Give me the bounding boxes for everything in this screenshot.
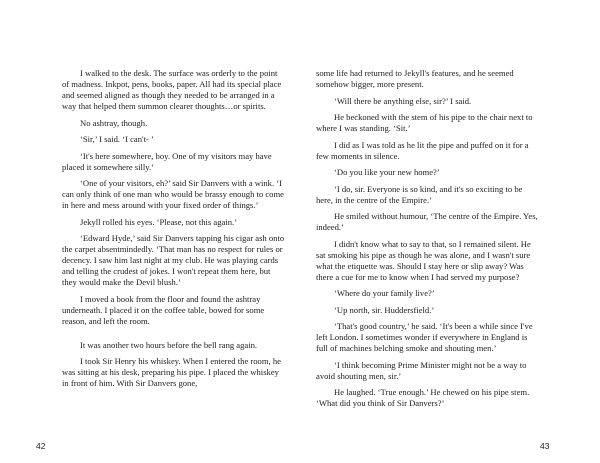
paragraph: ‘It's here somewhere, boy. One of my visitors may have placed it somewhere silly.’ (62, 150, 272, 172)
right-text-column (316, 68, 540, 415)
paragraph: Jekyll rolled his eyes. ‘Please, not this again.’ (80, 216, 238, 227)
paragraph: ‘Will there be anything else, sir?’ I said. (334, 95, 472, 106)
paragraph: I didn't know what to say to that, so I remained silent. He sat smoking his pipe as though he was alone, and I wasn't sure what the etiquette was. Should I stay here or slip away? Was there a cue for me to know when I had served my purpose? (316, 238, 531, 282)
left-text-column (62, 68, 286, 395)
paragraph: He smiled without humour, ‘The centre of the Empire. Yes, indeed.’ (316, 211, 538, 232)
paragraph: ‘Where do your family live?’ (334, 288, 435, 298)
paragraph: I moved a book from the floor and found the ashtray underneath. I placed it on the coffee table, bowed for some reason, and left the room. (62, 293, 265, 326)
paragraph: I did as I was told as he lit the pipe and puffed on it for a few moments in silence. (316, 139, 529, 161)
page-number-right: 43 (540, 441, 550, 451)
paragraph: ‘Edward Hyde,’ said Sir Danvers tapping his cigar ash onto the carpet absentmindedly. ‘That man has no respect for rules or decency. I saw him last night at my club. He was playing cards and telling the crudest of jokes. I won't repeat them here, but they would make the Devil blush.’ (62, 233, 285, 287)
paragraph: I took Sir Henry his whiskey. When I entered the room, he was sitting at his desk, preparing his pipe. I placed the whiskey in front of him. With Sir Danvers gone, (62, 356, 281, 388)
paragraph: ‘I think becoming Prime Minister might not be a way to avoid shouting men, sir.’ (316, 359, 527, 381)
paragraph: ‘One of your visitors, eh?’ said Sir Danvers with a wink. ‘I can only think of one man who would be brassy enough to come in here and mess around with your fixed order of things.’ (62, 178, 284, 210)
paragraph: ‘I do, sir. Everyone is so kind, and it's so exciting to be here, in the centre of the Empire.’ (316, 183, 523, 205)
paragraph: No ashtray, though. (80, 117, 148, 128)
paragraph: I walked to the desk. The surface was orderly to the point of madness. Inkpot, pens, books, paper. All had its special place and seemed aligned as though they needed to be arranged in a way that helped them summon clearer thoughts…or spirits. (62, 68, 282, 111)
paragraph: ‘That's good country,’ he said. ‘It's been a while since I've left London. I sometimes wonder if everywhere in England is full of machines belching smoke and shouting men.’ (316, 321, 533, 353)
section-break-paragraph: It was another two hours before the bell rang again. (80, 339, 258, 350)
paragraph: He beckoned with the stem of his pipe to the chair next to where I was standing. ‘Sit.’ (316, 112, 533, 133)
paragraph: ‘Up north, sir. Huddersfield.’ (334, 304, 435, 315)
right-page (300, 0, 600, 463)
paragraph: ‘Sir,’ I said. ‘I can't- ’ (80, 134, 154, 144)
paragraph: some life had returned to Jekyll's features, and he seemed somehow bigger, more present. (316, 68, 514, 89)
page-number-left: 42 (36, 441, 46, 451)
paragraph: He laughed. ‘True enough.’ He chewed on his pipe stem. ‘What did you think of Sir Danvers?’ (316, 387, 530, 408)
paragraph: ‘Do you like your new home?’ (334, 167, 440, 177)
